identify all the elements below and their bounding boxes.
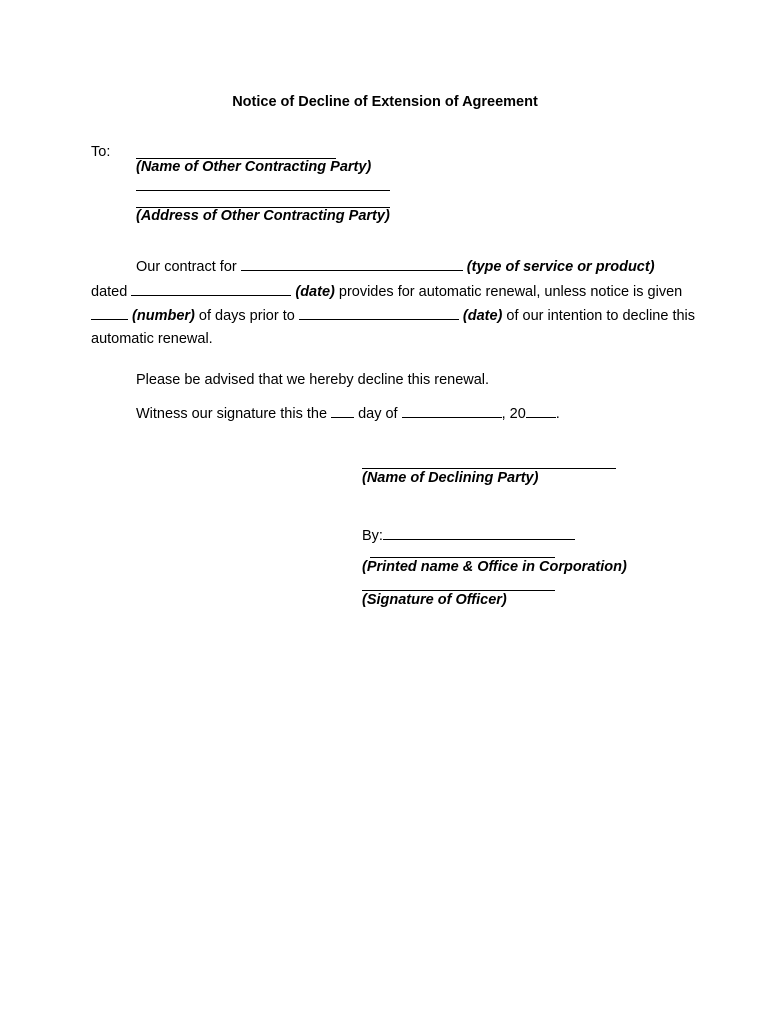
month-blank	[402, 404, 502, 418]
day-blank	[331, 404, 354, 418]
type-of-service-label: (type of service or product)	[466, 259, 655, 275]
our-contract-for-text: Our contract for	[136, 259, 237, 275]
witness-end: .	[555, 406, 560, 422]
by-blank	[383, 526, 575, 540]
para1-line1	[136, 257, 655, 276]
intention-text: of our intention to decline this	[506, 308, 696, 324]
number-label: (number)	[132, 308, 195, 324]
address-blank-line-1	[136, 190, 390, 191]
provides-text: provides for automatic renewal, unless notice is given	[338, 284, 683, 300]
printed-name-office-label: (Printed name & Office in Corporation)	[362, 559, 627, 575]
advised-text: Please be advised that we hereby decline this renewal.	[136, 372, 490, 388]
date-label-2: (date)	[462, 308, 503, 324]
by-line	[362, 526, 575, 545]
signature-officer-label: (Signature of Officer)	[362, 592, 507, 608]
dated-blank	[131, 282, 291, 296]
witness-prefix: Witness our signature this the	[136, 406, 328, 422]
name-other-party-label: (Name of Other Contracting Party)	[136, 159, 372, 175]
days-prior-text: of days prior to	[198, 308, 295, 324]
para1-line3	[91, 306, 695, 325]
contract-type-blank	[241, 257, 463, 271]
year-blank	[526, 404, 556, 418]
witness-line	[136, 404, 560, 423]
dated-text: dated	[91, 284, 128, 300]
to-label: To:	[91, 144, 111, 160]
day-of-text: day of	[358, 406, 398, 422]
year-prefix-text: , 20	[501, 406, 526, 422]
date-label-1: (date)	[295, 284, 335, 300]
number-blank	[91, 306, 128, 320]
address-other-party-label: (Address of Other Contracting Party)	[136, 208, 390, 224]
document-title: Notice of Decline of Extension of Agreement	[232, 94, 538, 110]
para1-line4: automatic renewal.	[91, 331, 213, 347]
prior-date-blank	[299, 306, 459, 320]
name-declining-party-label: (Name of Declining Party)	[362, 470, 539, 486]
para1-line2	[91, 282, 682, 301]
by-label: By:	[362, 528, 383, 544]
